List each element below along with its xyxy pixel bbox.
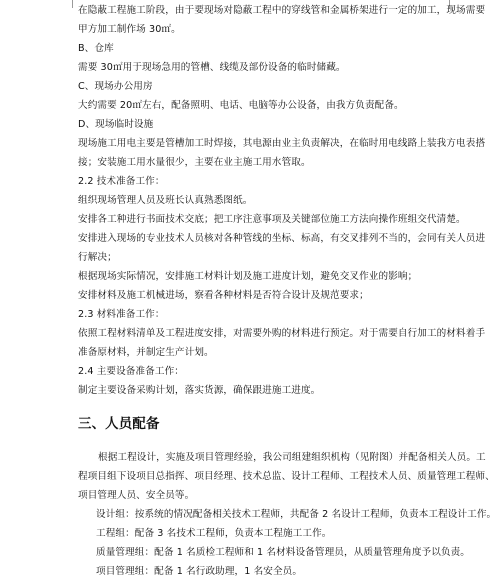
body-line: D、现场临时设施 bbox=[78, 119, 154, 130]
body-line: 质量管理组：配备 1 名质检工程师和 1 名材料设备管理员，从质量管理角度予以负责。 bbox=[96, 547, 470, 558]
body-line: 项目管理人员、安全员等。 bbox=[78, 490, 195, 501]
document-body bbox=[78, 1, 497, 581]
body-line: 行解决； bbox=[78, 252, 117, 263]
section-heading: 三、人员配备 bbox=[78, 417, 160, 432]
body-line: 程项目组下设项目总指挥、项目经理、技术总监、设计工程师、工程技术人员、质量管理工程师、 bbox=[78, 471, 495, 482]
body-line: 接；安装施工用水量很少，主要在业主施工用水管取。 bbox=[78, 157, 311, 168]
body-line: B、仓库 bbox=[78, 43, 114, 54]
body-line: 依照工程材料清单及工程进度安排，对需要外购的材料进行预定。对于需要自行加工的材料着手 bbox=[78, 328, 486, 339]
body-line: 设计组：按系统的情况配备相关技术工程师，共配备 2 名设计工程师，负责本工程设计工作。 bbox=[96, 509, 497, 520]
body-line: 在隐蔽工程施工阶段，由于要现场对隐蔽工程中的穿线管和金属桥架进行一定的加工，现场需要 bbox=[78, 5, 486, 16]
body-line: 工程组：配备 3 名技术工程师，负责本工程施工工作。 bbox=[96, 528, 332, 539]
body-line: 需要 30㎡用于现场急用的管槽、线缆及部份设备的临时储藏。 bbox=[78, 62, 346, 73]
subsection-title: 2.4 主要设备准备工作： bbox=[78, 366, 184, 377]
body-line: 项目管理组：配备 1 名行政助理，1 名安全员。 bbox=[96, 566, 303, 577]
body-line: 大约需要 20㎡左右，配备照明、电话、电脑等办公设备，由我方负责配备。 bbox=[78, 100, 404, 111]
subsection-title: 2.2 技术准备工作： bbox=[78, 176, 165, 187]
body-line: 根据现场实际情况，安排施工材料计划及施工进度计划，避免交叉作业的影响； bbox=[78, 271, 418, 282]
margin-corner-left bbox=[64, 0, 73, 8]
body-line: 制定主要设备采购计划，落实货源，确保跟进施工进度。 bbox=[78, 385, 321, 396]
body-line: C、现场办公用房 bbox=[78, 81, 153, 92]
body-line: 根据工程设计，实施及项目管理经验，我公司组建组织机构（见附图）并配备相关人员。工 bbox=[98, 452, 486, 463]
subsection-title: 2.3 材料准备工作： bbox=[78, 309, 165, 320]
body-line: 甲方加工制作场 30㎡。 bbox=[78, 24, 181, 35]
body-line: 安排进入现场的专业技术人员核对各种管线的坐标、标高，有交叉排列不当的，会同有关人员进 bbox=[78, 233, 486, 244]
body-line: 准备原材料，并制定生产计划。 bbox=[78, 347, 214, 358]
body-line: 现场施工用电主要是管槽加工时焊接，其电源由业主负责解决，在临时用电线路上装我方电表搭 bbox=[78, 138, 486, 149]
body-line: 组织现场管理人员及班长认真熟悉图纸。 bbox=[78, 195, 253, 206]
body-line: 安排各工种进行书面技术交底；把工序注意事项及关键部位施工方法向操作班组交代清楚。 bbox=[78, 214, 466, 225]
body-line: 安排材料及施工机械进场，察看各种材料是否符合设计及规范要求； bbox=[78, 290, 369, 301]
